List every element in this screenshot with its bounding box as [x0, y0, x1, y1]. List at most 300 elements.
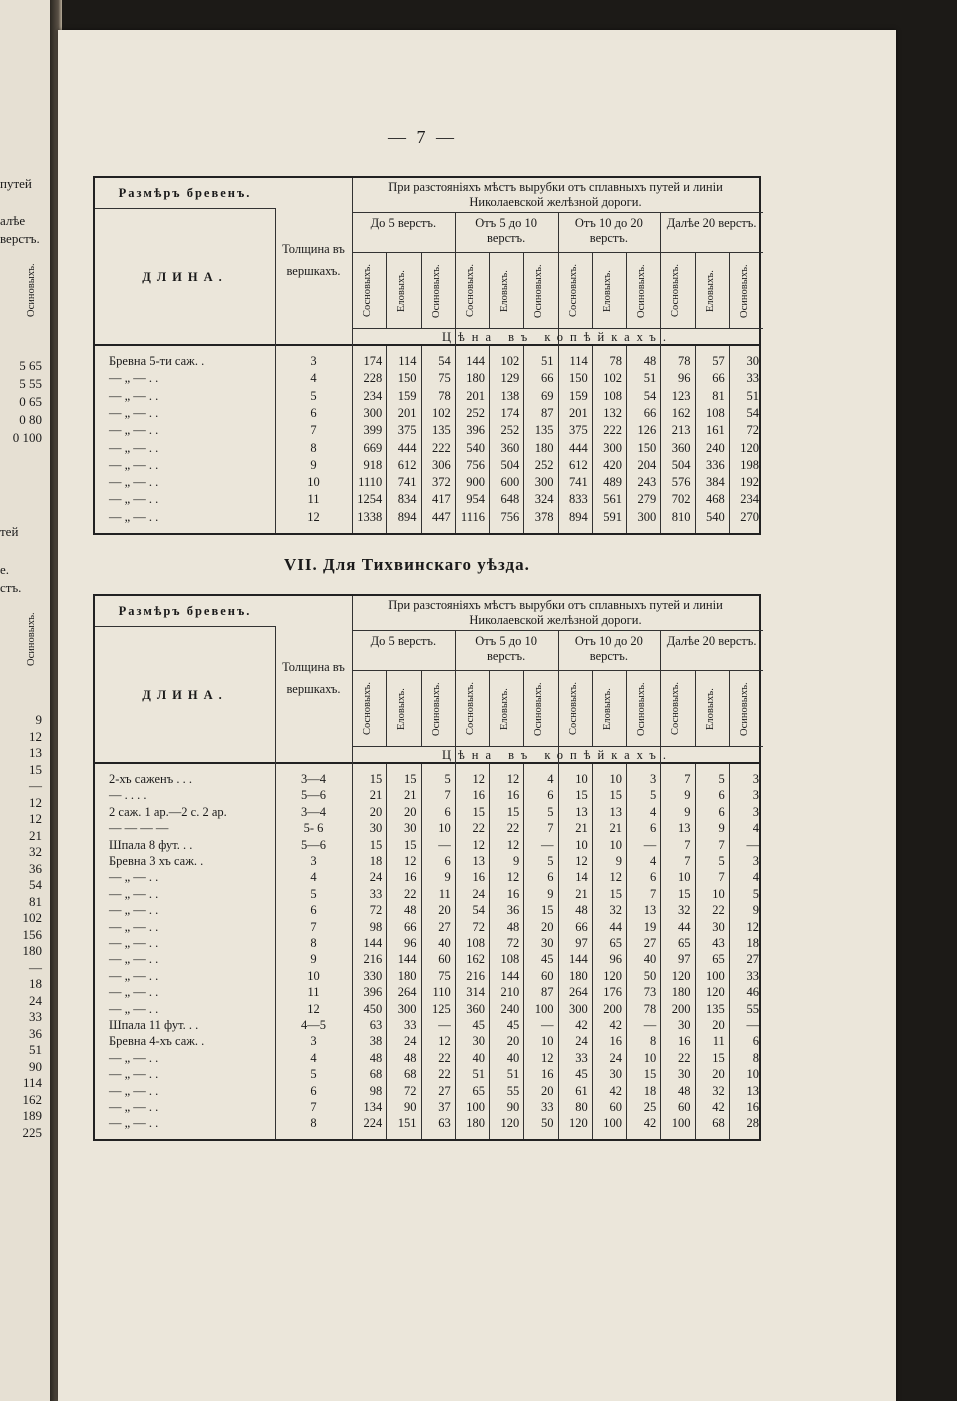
price-cell: 135 [432, 423, 451, 438]
price-cell: 16 [678, 1034, 691, 1049]
price-cell: 3 [752, 804, 759, 819]
price-cell: 192 [740, 475, 759, 490]
left-bottom-value: 102 [22, 910, 42, 925]
row-length-label: — „ — . . [109, 1083, 159, 1098]
left-bottom-vertical: Осиновыхъ. [26, 612, 37, 666]
price-cell: 1110 [358, 475, 383, 490]
price-cell: 228 [363, 371, 383, 386]
row-length-label: Бревна 4-хъ саж. . [109, 1034, 205, 1049]
left-bottom-value: — [29, 778, 42, 793]
price-cell: 78 [438, 388, 451, 403]
wood-type-label: Сосновыхъ. [670, 682, 682, 736]
left-bottom-value: 36 [29, 860, 42, 876]
price-cell: 7 [718, 870, 725, 885]
price-cell: 7 [684, 837, 691, 852]
price-cell: 7 [718, 837, 725, 852]
price-cell: 756 [500, 509, 520, 524]
price-cell: 12 [609, 870, 622, 885]
price-cell: 73 [643, 985, 657, 1000]
price-cell: 12 [438, 1034, 451, 1049]
price-cell: 213 [671, 423, 691, 438]
wood-type-label: Еловыхъ. [704, 270, 716, 312]
row-thickness: 5 [310, 1067, 317, 1082]
price-cell: 15 [369, 772, 383, 786]
price-cell: 5 [718, 854, 725, 868]
price-cell: 72 [746, 423, 759, 438]
wood-type-label: Сосновыхъ. [362, 682, 374, 736]
price-cell: 894 [397, 509, 417, 524]
price-cell: 162 [466, 952, 485, 967]
price-cell: 66 [575, 919, 588, 934]
price-cell: 54 [472, 903, 485, 918]
wood-type-label: Сосновыхъ. [670, 264, 682, 318]
rule [95, 626, 275, 627]
rule [695, 670, 696, 746]
price-cell: 9 [513, 854, 520, 868]
price-cell: 201 [397, 405, 417, 420]
price-cell: 264 [569, 985, 588, 1000]
row-length-label: — „ — . . [109, 886, 159, 901]
price-cell: 234 [740, 492, 759, 507]
price-cell: 612 [397, 457, 417, 472]
price-cell: 5 [752, 886, 759, 901]
price-cell: 45 [506, 1018, 520, 1032]
table-body [93, 346, 761, 535]
price-cell: 10 [609, 772, 622, 786]
price-cell: 600 [500, 475, 520, 490]
row-length-label: — „ — . . [109, 371, 159, 386]
left-bottom-value: 33 [29, 1009, 42, 1024]
price-cell: 87 [541, 985, 554, 1000]
price-cell: 12 [472, 772, 485, 786]
wood-type-label: Осиновыхъ. [430, 682, 442, 736]
price-cell: 24 [369, 870, 383, 885]
price-cell: 10 [643, 1050, 657, 1065]
price-cell: 100 [466, 1100, 485, 1114]
price-cell: 98 [369, 1083, 383, 1098]
table-header [93, 176, 761, 346]
distance-group: Отъ 5 до 10 верстъ. [475, 634, 537, 663]
price-cell: 22 [438, 1067, 451, 1082]
price-cell: 100 [603, 1116, 622, 1131]
price-cell: 75 [438, 371, 451, 386]
price-cell: 159 [397, 388, 417, 403]
price-cell: 10 [575, 772, 588, 786]
price-cell: 123 [671, 388, 691, 403]
price-cell: 10 [678, 870, 691, 885]
wood-type-label: Осиновыхъ. [738, 264, 750, 318]
wood-type-label: Еловыхъ. [601, 270, 613, 312]
price-cell: 54 [643, 388, 657, 403]
price-cell: 120 [603, 968, 622, 983]
price-cell: 22 [678, 1050, 691, 1065]
price-cell: 68 [404, 1067, 417, 1082]
wood-type-label: Еловыхъ. [396, 688, 408, 730]
row-thickness: 4—5 [301, 1018, 326, 1032]
price-cell: 21 [369, 788, 383, 803]
price-cell: 65 [712, 952, 725, 967]
row-thickness: 8 [310, 1116, 317, 1131]
price-cell: 48 [575, 903, 588, 918]
price-cell: 10 [712, 886, 725, 901]
price-cell: 16 [472, 870, 485, 885]
row-thickness: 5—6 [301, 837, 326, 852]
price-cell: 33 [404, 1018, 417, 1032]
wood-type-label: Осиновыхъ. [533, 264, 545, 318]
price-cell: 396 [466, 423, 485, 438]
row-thickness: 5- 6 [303, 821, 324, 836]
price-cell: — [438, 1018, 451, 1032]
price-cell: 72 [506, 936, 520, 950]
price-cell: 612 [569, 457, 588, 472]
distance-label: При разстояніяхъ мѣстъ вырубки отъ сплавныхъ путей и линіи Николаевской желѣзной дороги. [388, 180, 723, 209]
price-cell: 90 [404, 1100, 417, 1114]
price-cell: 384 [706, 475, 725, 490]
price-cell: 15 [506, 804, 520, 819]
price-cell: 81 [712, 388, 725, 403]
price-cell: 30 [541, 936, 554, 950]
price-cell: 96 [609, 952, 622, 967]
price-cell: — [643, 1018, 657, 1032]
price-cell: 20 [541, 1083, 554, 1098]
row-thickness: 6 [310, 405, 317, 420]
price-cell: 5 [547, 854, 554, 868]
price-cell: — [643, 837, 657, 852]
price-cell: 21 [404, 788, 417, 803]
row-length-label: 2-хъ саженъ . . . [109, 772, 192, 786]
rule [626, 670, 627, 746]
price-cell: 30 [746, 354, 759, 368]
price-cell: 198 [740, 457, 759, 472]
row-thickness: 4 [310, 371, 317, 386]
price-cell: 375 [569, 423, 588, 438]
row-thickness: 7 [310, 919, 317, 934]
price-cell: 33 [746, 968, 759, 983]
price-cell: 66 [404, 919, 417, 934]
price-cell: 1338 [357, 509, 383, 524]
price-cell: 12 [506, 837, 520, 852]
price-cell: 144 [466, 354, 485, 368]
table-header [93, 594, 761, 764]
price-cell: 13 [643, 903, 657, 918]
left-bottom-value: 114 [22, 1075, 42, 1090]
left-top-value: 5 55 [19, 376, 42, 391]
price-cell: 300 [569, 1001, 588, 1016]
price-cell: 22 [712, 903, 725, 918]
row-thickness: 4 [310, 870, 317, 885]
price-cell: 48 [506, 919, 520, 934]
price-cell: 96 [404, 936, 417, 950]
price-cell: 20 [506, 1034, 520, 1049]
rule [489, 252, 490, 328]
price-cell: 201 [569, 405, 588, 420]
length-label: ДЛИНА. [142, 270, 228, 284]
price-cell: 134 [363, 1100, 383, 1114]
price-cell: 20 [369, 804, 383, 819]
price-cell: 97 [575, 936, 588, 950]
price-cell: 6 [444, 854, 451, 868]
price-cell: 43 [712, 936, 725, 950]
left-bottom-value: 54 [29, 877, 42, 892]
price-cell: 33 [746, 371, 759, 386]
price-cell: 72 [472, 919, 485, 934]
price-cell: 161 [706, 423, 725, 438]
price-cell: 450 [363, 1001, 383, 1016]
distance-group: До 5 верстъ. [370, 216, 437, 230]
distance-group: Отъ 5 до 10 верстъ. [475, 216, 537, 245]
row-thickness: 11 [307, 985, 320, 1000]
row-thickness: 3 [310, 854, 317, 868]
price-cell: 4 [650, 804, 657, 819]
price-cell: 22 [472, 821, 485, 836]
price-cell: 97 [678, 952, 691, 967]
wood-type-label: Сосновыхъ. [464, 682, 476, 736]
row-length-label: — „ — . . [109, 919, 159, 934]
price-cell: 180 [397, 968, 417, 983]
left-bottom-value: 180 [22, 943, 42, 958]
price-cell: 30 [678, 1067, 691, 1082]
price-cell: 12 [541, 1050, 554, 1065]
row-length-label: — „ — . . [109, 509, 159, 524]
price-cell: 21 [575, 821, 588, 836]
price-cell: 15 [609, 788, 622, 803]
row-thickness: 6 [310, 903, 317, 918]
price-cell: 9 [444, 870, 451, 885]
price-cell: 15 [472, 804, 485, 819]
rule [352, 252, 763, 253]
price-cell: 10 [438, 821, 451, 836]
price-cell: 7 [684, 772, 691, 786]
price-cell: 5 [718, 772, 725, 786]
price-cell: 174 [363, 354, 383, 368]
price-cell: 40 [506, 1050, 520, 1065]
price-cell: 30 [609, 1067, 622, 1082]
price-cell: 11 [438, 886, 451, 901]
thickness-label: Толщина въ вершкахъ. [282, 660, 345, 696]
price-cell: 15 [404, 772, 417, 786]
wood-type-label: Осиновыхъ. [533, 682, 545, 736]
price-cell: 25 [643, 1100, 657, 1114]
price-cell: 20 [712, 1067, 725, 1082]
left-bottom-value: 15 [29, 761, 42, 777]
row-length-label: — „ — . . [109, 1067, 159, 1082]
row-length-label: — „ — . . [109, 968, 159, 983]
rule [489, 670, 490, 746]
price-cell: 38 [369, 1034, 383, 1049]
price-cell: 108 [603, 388, 622, 403]
row-thickness: 3 [310, 354, 317, 368]
wood-type-label: Сосновыхъ. [567, 264, 579, 318]
price-cell: 150 [569, 371, 588, 386]
left-bottom-value: 12 [29, 728, 42, 744]
price-cell: 100 [671, 1116, 691, 1131]
length-label: ДЛИНА. [142, 688, 228, 702]
left-top-vertical: Осиновыхъ. [26, 263, 37, 317]
price-cell: 135 [534, 423, 554, 438]
price-cell: 13 [678, 821, 691, 836]
price-cell: — [438, 837, 451, 852]
row-thickness: 4 [310, 1050, 317, 1065]
rule [523, 252, 524, 328]
price-cell: 3 [752, 854, 759, 868]
price-cell: 648 [500, 492, 520, 507]
price-cell: 144 [397, 952, 417, 967]
price-cell: 16 [746, 1100, 759, 1114]
price-cell: 10 [575, 837, 588, 852]
price-cell: 21 [609, 821, 622, 836]
price-cell: 180 [569, 968, 588, 983]
price-cell: 12 [506, 772, 520, 786]
price-cell: 72 [404, 1083, 417, 1098]
row-length-label: — „ — . . [109, 1050, 159, 1065]
price-cell: 15 [609, 886, 622, 901]
price-cell: 5 [547, 804, 554, 819]
price-cell: 1254 [357, 492, 383, 507]
price-cell: 10 [609, 837, 622, 852]
price-cell: 20 [404, 804, 417, 819]
left-bottom-value: 225 [22, 1124, 42, 1140]
row-length-label: — „ — . . [109, 388, 159, 403]
row-thickness: 8 [310, 936, 317, 950]
price-cell: 180 [466, 1116, 485, 1131]
row-length-label: — „ — . . [109, 440, 159, 455]
price-cell: 54 [746, 405, 759, 420]
price-cell: 9 [752, 903, 759, 918]
price-cell: 55 [746, 1001, 759, 1016]
price-cell: 108 [466, 936, 485, 950]
row-thickness: 7 [310, 423, 317, 438]
price-cell: 57 [712, 354, 725, 368]
price-cell: 24 [609, 1050, 622, 1065]
price-cell: 63 [369, 1018, 383, 1032]
price-cell: 120 [671, 968, 691, 983]
row-thickness: 7 [310, 1100, 317, 1114]
price-cell: 80 [575, 1100, 588, 1114]
wood-type-label: Осиновыхъ. [636, 264, 648, 318]
price-label: Цѣна въ копѣйкахъ. [441, 330, 673, 344]
price-cell: 19 [643, 919, 657, 934]
row-length-label: — „ — . . [109, 475, 159, 490]
price-cell: 180 [671, 985, 691, 1000]
rule [626, 252, 627, 328]
price-cell: 4 [752, 821, 759, 836]
price-cell: 78 [643, 1001, 657, 1016]
price-cell: 48 [369, 1050, 383, 1065]
price-cell: 66 [541, 371, 554, 386]
left-bottom-value: 12 [29, 794, 42, 810]
wood-type-label: Еловыхъ. [499, 688, 511, 730]
price-cell: 12 [746, 919, 759, 934]
price-cell: 36 [506, 903, 520, 918]
price-cell: 102 [500, 354, 520, 368]
rule [95, 208, 275, 209]
price-cell: 20 [438, 903, 451, 918]
price-cell: 30 [678, 1018, 691, 1032]
price-cell: 9 [547, 886, 554, 901]
price-cell: — [746, 837, 759, 852]
page-number: — 7 — [388, 127, 457, 147]
price-cell: 48 [404, 903, 417, 918]
price-cell: 810 [671, 509, 691, 524]
price-cell: 336 [706, 457, 725, 472]
price-cell: 6 [718, 804, 725, 819]
price-cell: 63 [438, 1116, 451, 1131]
price-cell: 13 [746, 1083, 759, 1098]
price-cell: 3 [650, 772, 657, 786]
rule [729, 252, 730, 328]
price-cell: 144 [569, 952, 588, 967]
wood-type-label: Еловыхъ. [499, 270, 511, 312]
price-cell: 7 [684, 854, 691, 868]
price-cell: 300 [397, 1001, 417, 1016]
price-cell: 42 [575, 1018, 588, 1032]
rule [729, 670, 730, 746]
price-cell: 33 [369, 886, 383, 901]
price-cell: 240 [500, 1001, 520, 1016]
price-cell: 10 [541, 1034, 554, 1049]
rule [523, 670, 524, 746]
wood-type-label: Сосновыхъ. [567, 682, 579, 736]
left-page-fragment [0, 0, 50, 1401]
rule [352, 328, 763, 329]
price-cell: 44 [609, 919, 622, 934]
price-cell: 252 [466, 405, 485, 420]
row-length-label: — „ — . . [109, 457, 159, 472]
price-cell: 16 [506, 788, 520, 803]
row-thickness: 10 [307, 475, 320, 490]
row-thickness: 8 [310, 440, 317, 455]
rule [695, 252, 696, 328]
price-cell: 504 [500, 457, 520, 472]
price-cell: 216 [466, 968, 485, 983]
price-cell: 20 [541, 919, 554, 934]
wood-type-label: Сосновыхъ. [464, 264, 476, 318]
price-cell: 51 [746, 388, 759, 403]
row-thickness: 5 [310, 886, 317, 901]
price-cell: 159 [569, 388, 588, 403]
left-bottom-value: 189 [22, 1108, 42, 1123]
price-cell: 30 [369, 821, 383, 836]
price-cell: 10 [746, 1067, 759, 1082]
price-cell: 324 [534, 492, 554, 507]
price-cell: 44 [678, 919, 691, 934]
row-thickness: 12 [307, 1001, 320, 1016]
price-cell: 504 [671, 457, 691, 472]
price-cell: 15 [678, 886, 691, 901]
rule [352, 178, 353, 348]
price-cell: 120 [569, 1116, 588, 1131]
price-cell: 15 [541, 903, 554, 918]
price-cell: 22 [438, 1050, 451, 1065]
left-bottom-value: 156 [22, 926, 42, 942]
price-cell: 24 [404, 1034, 417, 1049]
price-cell: 12 [506, 870, 520, 885]
wood-type-label: Еловыхъ. [396, 270, 408, 312]
size-label: Размѣръ бревенъ. [118, 604, 252, 618]
price-cell: 151 [397, 1116, 417, 1131]
price-cell: 6 [547, 870, 554, 885]
left-bottom-header-1: тей [0, 524, 19, 539]
rule [352, 670, 763, 671]
price-cell: 16 [404, 870, 417, 885]
price-cell: 7 [444, 788, 451, 803]
price-cell: 300 [603, 440, 622, 455]
price-cell: 132 [603, 405, 622, 420]
price-cell: — [746, 1018, 759, 1032]
row-thickness: 3—4 [301, 804, 326, 819]
price-cell: 399 [363, 423, 383, 438]
price-cell: 576 [671, 475, 691, 490]
